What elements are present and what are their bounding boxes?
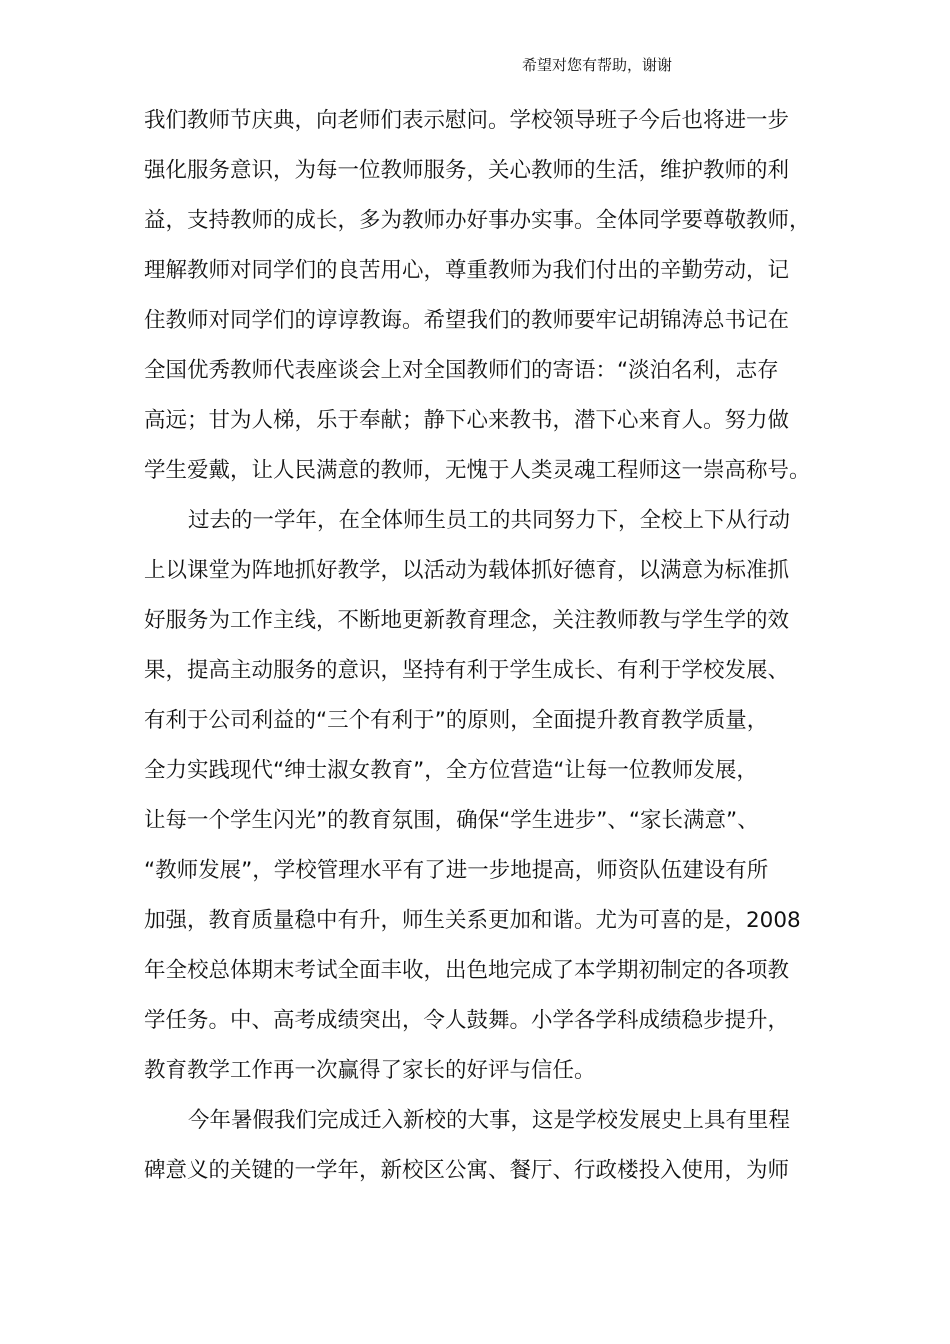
header-note: 希望对您有帮助，谢谢	[522, 56, 673, 74]
text-line: 好服务为工作主线，不断地更新教育理念，关注教师教与学生学的效	[144, 608, 790, 633]
text-line: 全力实践现代“绅士淑女教育”，全方位营造“让每一位教师发展，	[144, 758, 758, 783]
text-line: 住教师对同学们的谆谆教诲。希望我们的教师要牢记胡锦涛总书记在	[144, 308, 790, 333]
text-line: 加强，教育质量稳中有升，师生关系更加和谐。尤为可喜的是，2008	[144, 908, 801, 933]
text-line: 强化服务意识，为每一位教师服务，关心教师的生活，维护教师的利	[144, 158, 790, 183]
text-line: 年全校总体期末考试全面丰收，出色地完成了本学期初制定的各项教	[144, 958, 790, 983]
paragraph-start-line: 今年暑假我们完成迁入新校的大事，这是学校发展史上具有里程	[188, 1108, 791, 1133]
text-line: 果，提高主动服务的意识，坚持有利于学生成长、有利于学校发展、	[144, 658, 790, 683]
text-line: “教师发展”，学校管理水平有了进一步地提高，师资队伍建设有所	[144, 858, 769, 883]
text-line: 高远；甘为人梯，乐于奉献；静下心来教书，潜下心来育人。努力做	[144, 408, 790, 433]
text-line: 上以课堂为阵地抓好教学，以活动为载体抓好德育，以满意为标准抓	[144, 558, 790, 583]
text-line: 我们教师节庆典，向老师们表示慰问。学校领导班子今后也将进一步	[144, 108, 790, 133]
text-line: 学任务。中、高考成绩突出，令人鼓舞。小学各学科成绩稳步提升，	[144, 1008, 790, 1033]
text-line: 让每一个学生闪光”的教育氛围，确保“学生进步”、“家长满意”、	[144, 808, 759, 833]
paragraph-start-line: 过去的一学年，在全体师生员工的共同努力下，全校上下从行动	[188, 508, 791, 533]
body-text	[144, 96, 824, 1196]
text-line: 碑意义的关键的一学年，新校区公寓、餐厅、行政楼投入使用，为师	[144, 1158, 790, 1183]
text-line: 学生爱戴，让人民满意的教师，无愧于人类灵魂工程师这一崇高称号。	[144, 458, 811, 483]
text-line: 有利于公司利益的“三个有利于”的原则，全面提升教育教学质量，	[144, 708, 769, 733]
text-line: 全国优秀教师代表座谈会上对全国教师们的寄语：“淡泊名利，志存	[144, 358, 779, 383]
text-line: 益，支持教师的成长，多为教师办好事办实事。全体同学要尊敬教师，	[144, 208, 811, 233]
text-line: 教育教学工作再一次赢得了家长的好评与信任。	[144, 1058, 596, 1083]
text-line: 理解教师对同学们的良苦用心，尊重教师为我们付出的辛勤劳动，记	[144, 258, 790, 283]
